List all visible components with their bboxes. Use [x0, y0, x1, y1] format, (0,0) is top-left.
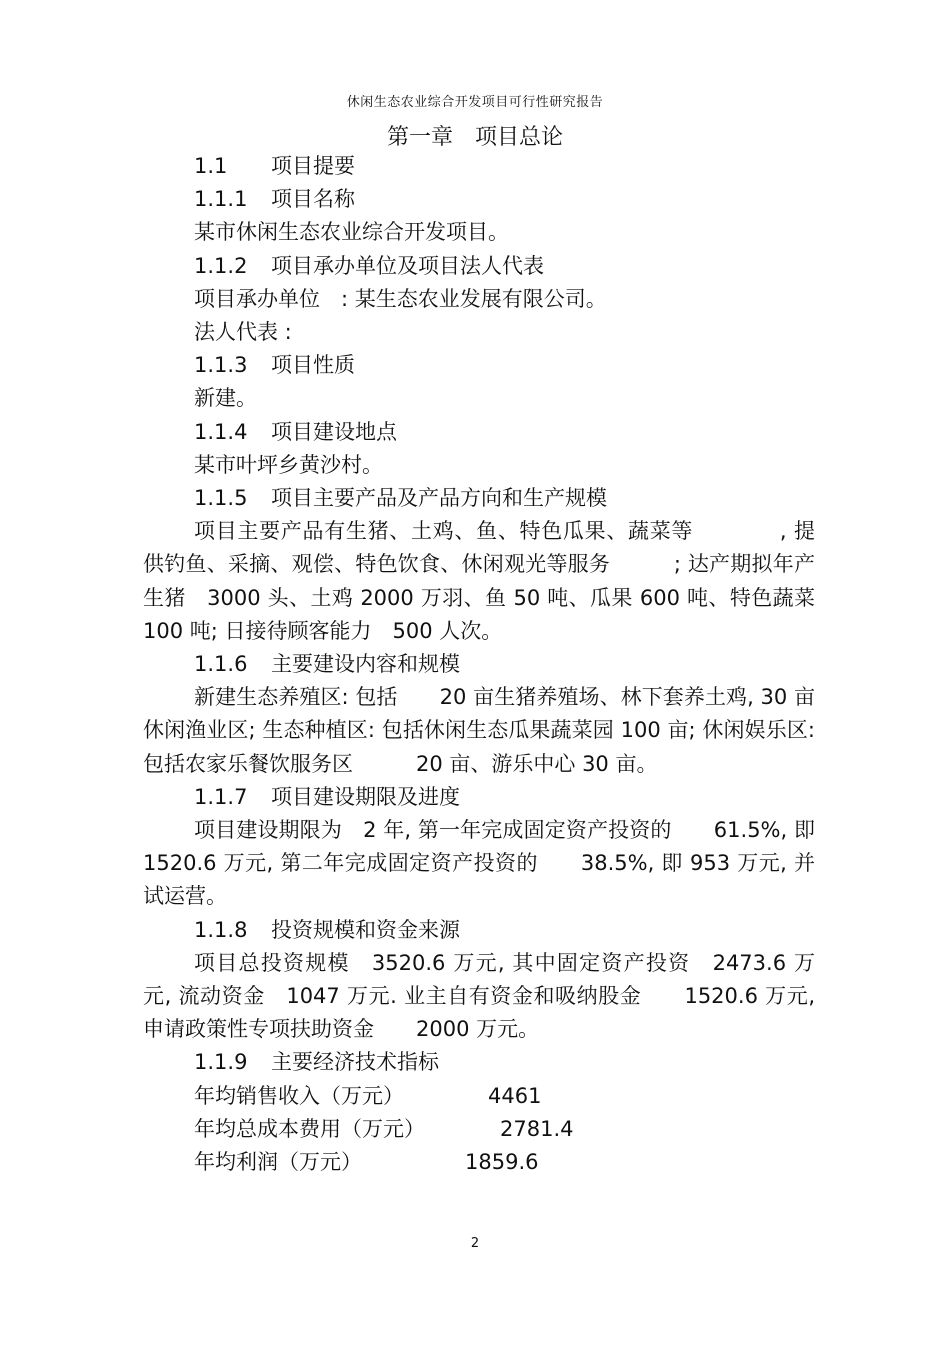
metric-value: 2781.4 [500, 1116, 574, 1141]
section-heading: 1.1.5 项目主要产品及产品方向和生产规模 [194, 486, 607, 511]
paragraph: 项目总投资规模 3520.6 万元, 其中固定资产投资 2473.6 万元, 流动资金 1047 万元. 业主自有资金和吸纳股金 1520.6 万元, 申请政策性专项扶助资金 2000 万元。 [143, 950, 815, 1042]
paragraph: 新建生态养殖区: 包括 20 亩生猪养殖场、林下套养土鸡, 30 亩休闲渔业区; 生态种植区: 包括休闲生态瓜果蔬菜园 100 亩; 休闲娱乐区: 包括农家乐餐饮服务区 20 亩、游乐中心 30 亩。 [143, 685, 815, 776]
metric-value: 1859.6 [465, 1150, 539, 1175]
metric-label: 年均销售收入（万元） [194, 1083, 404, 1108]
metric-label: 年均总成本费用（万元） [194, 1116, 425, 1141]
paragraph: 项目主要产品有生猪、土鸡、鱼、特色瓜果、蔬菜等 , 提供钓鱼、采摘、观偿、特色饮食、休闲观光等服务 ; 达产期拟年产生猪 3000 头、土鸡 2000 万羽、鱼 50 吨、瓜果 600 吨、特色蔬菜 100 吨; 日接待顾客能力 500 人次。 [143, 519, 836, 643]
metric-label: 年均利润（万元） [194, 1150, 362, 1175]
section-heading: 1.1.9 主要经济技术指标 [194, 1050, 439, 1075]
document-body [143, 150, 836, 1179]
section-heading: 1.1.7 项目建设期限及进度 [194, 784, 460, 809]
running-header: 休闲生态农业综合开发项目可行性研究报告 [346, 95, 604, 110]
section-heading: 1.1.3 项目性质 [194, 353, 355, 378]
chapter-title: 第一章 项目总论 [386, 125, 563, 150]
section-heading: 1.1.8 投资规模和资金来源 [194, 917, 460, 942]
metric-row [143, 1146, 815, 1179]
metric-row [143, 1113, 815, 1146]
paragraph: 某市休闲生态农业综合开发项目。 [194, 220, 509, 245]
metric-value: 4461 [488, 1083, 542, 1108]
paragraph: 项目承办单位 : 某生态农业发展有限公司。 [194, 286, 607, 311]
metric-row [143, 1080, 815, 1113]
paragraph: 项目建设期限为 2 年, 第一年完成固定资产投资的 61.5%, 即 1520.6 万元, 第二年完成固定资产投资的 38.5%, 即 953 万元, 并试运营。 [143, 818, 815, 909]
section-heading: 1.1.4 项目建设地点 [194, 419, 397, 444]
paragraph: 某市叶坪乡黄沙村。 [194, 452, 383, 477]
paragraph: 新建。 [194, 386, 257, 411]
section-heading: 1.1 项目提要 [194, 154, 355, 178]
section-heading: 1.1.1 项目名称 [194, 187, 355, 212]
page-number: 2 [470, 1236, 480, 1251]
section-heading: 1.1.6 主要建设内容和规模 [194, 652, 460, 677]
paragraph: 法人代表 : [194, 320, 292, 345]
section-heading: 1.1.2 项目承办单位及项目法人代表 [194, 253, 544, 278]
